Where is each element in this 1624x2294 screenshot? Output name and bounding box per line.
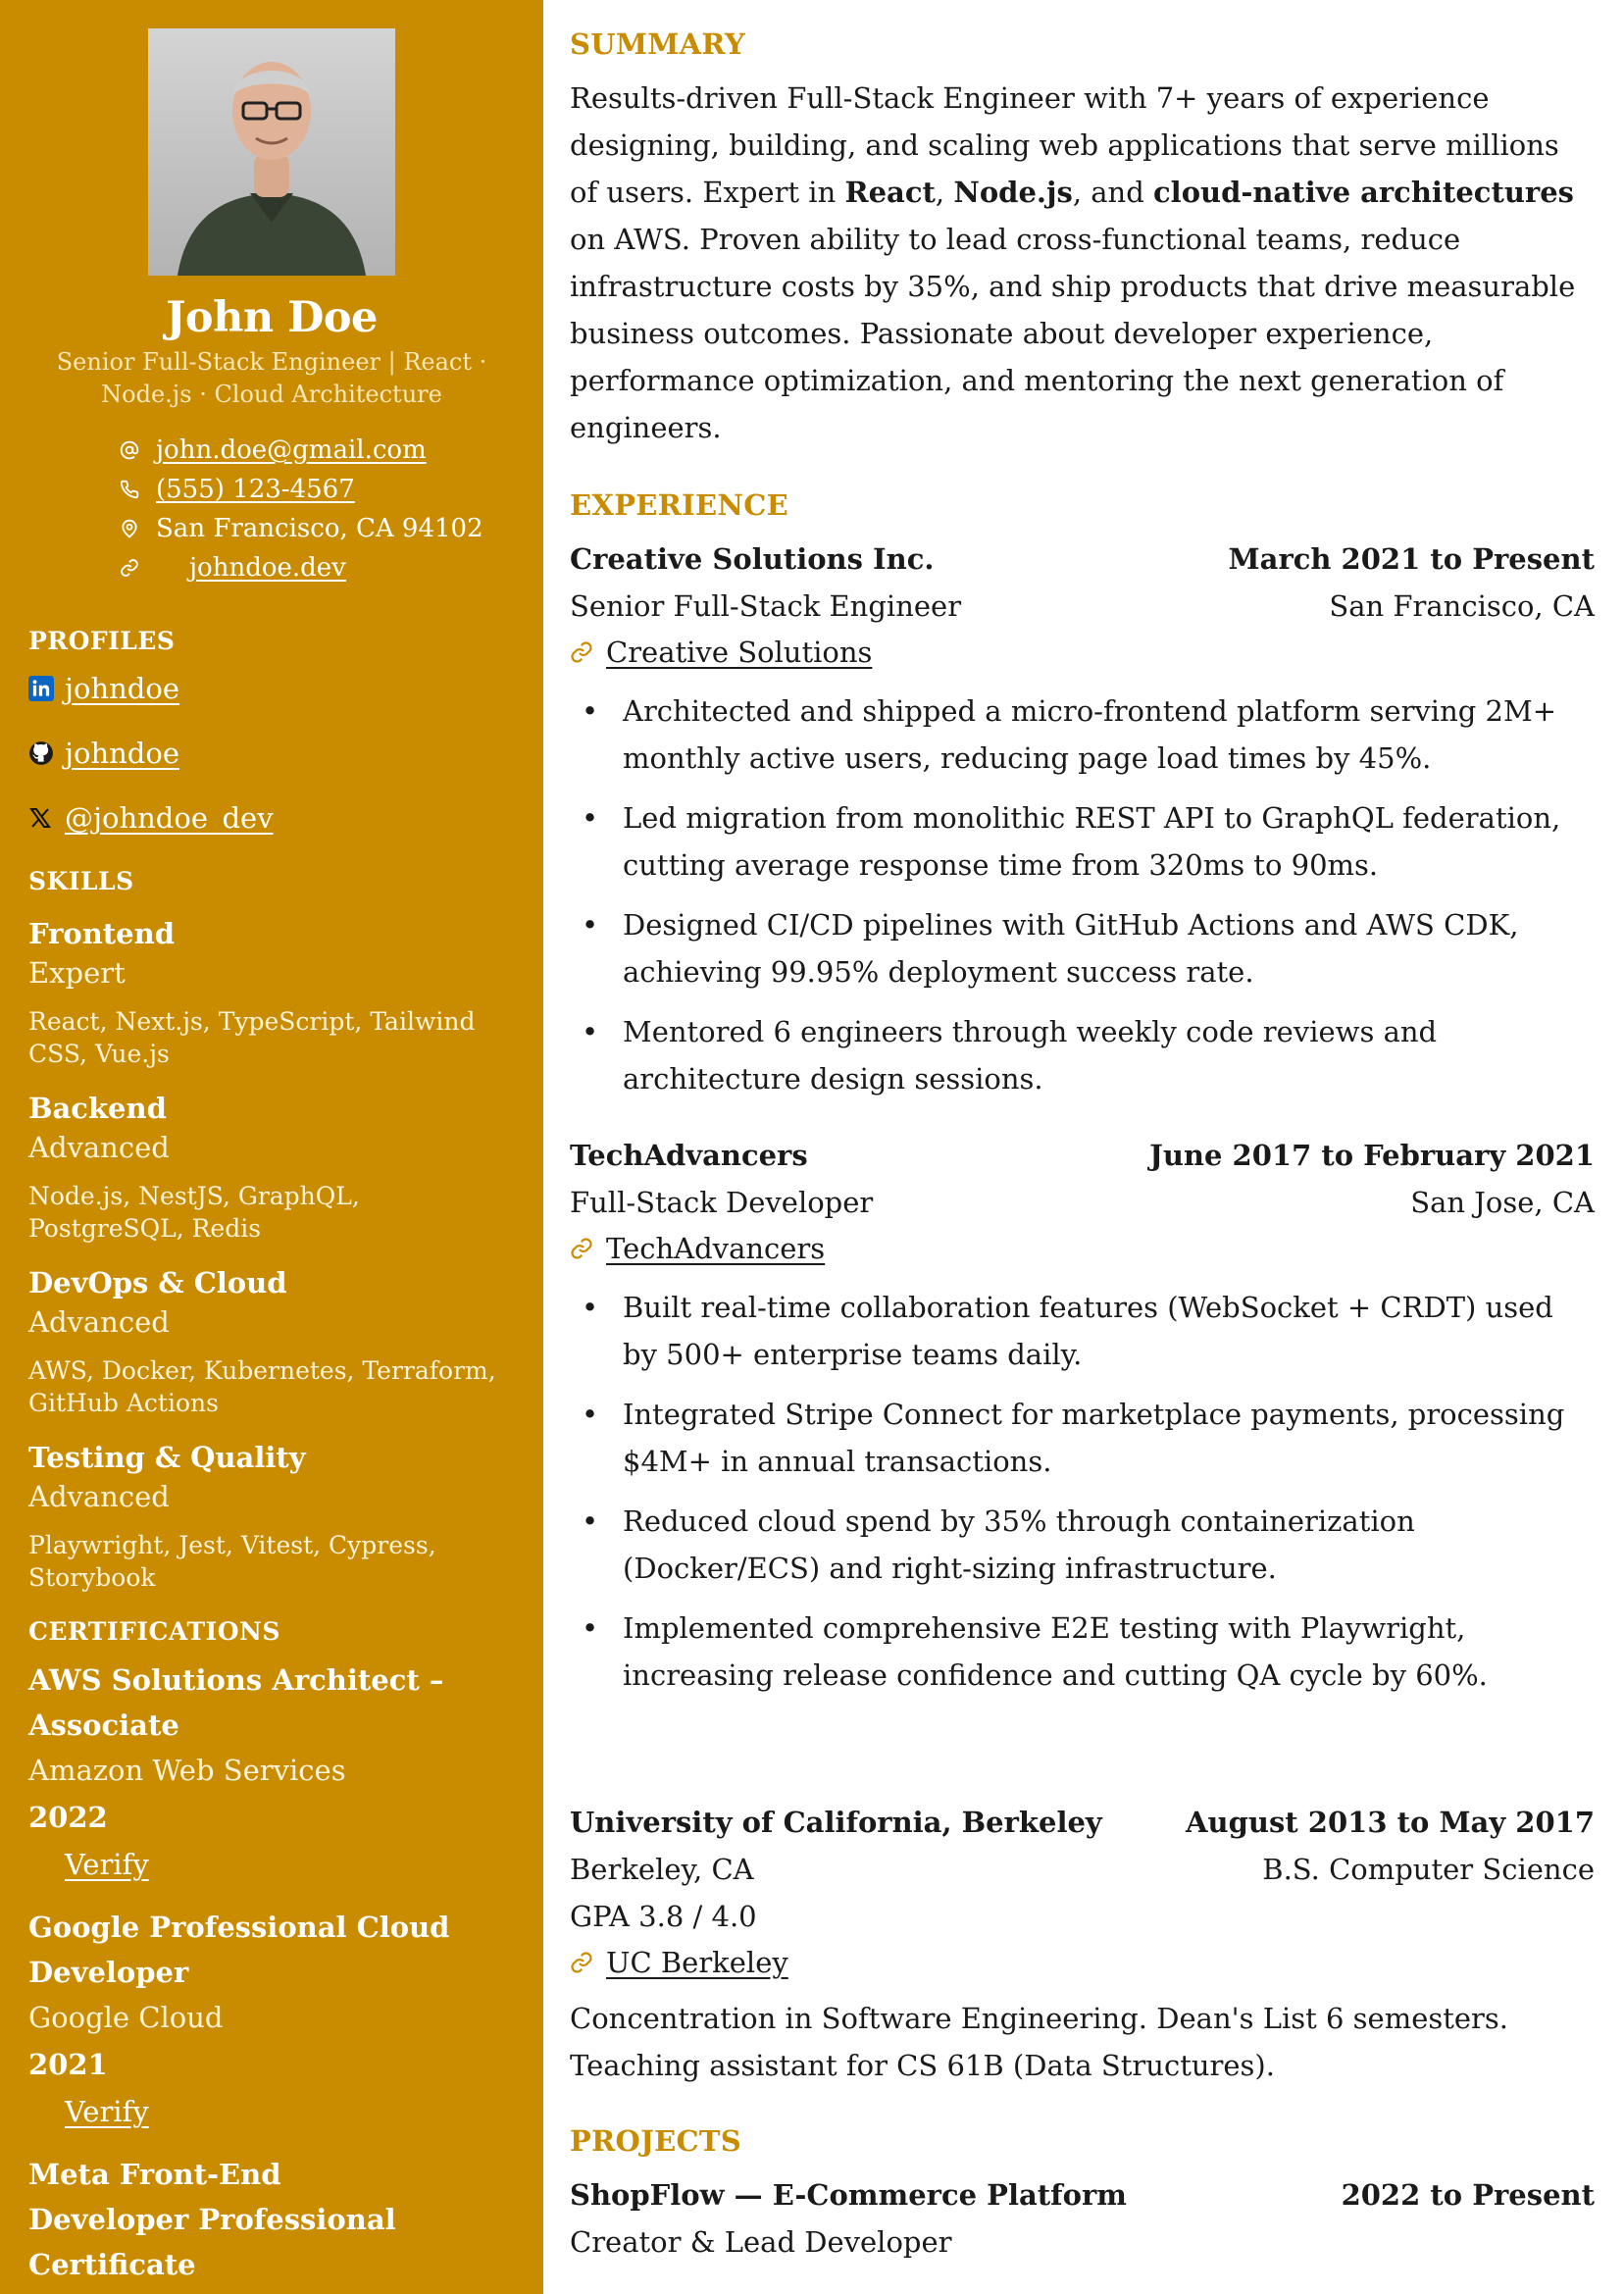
verify-link[interactable]: Verify [65, 1848, 149, 1881]
skill-group [28, 917, 515, 1070]
skill-group [28, 1441, 515, 1594]
company-link[interactable]: Creative Solutions [606, 636, 873, 669]
experience-heading: EXPERIENCE [570, 488, 788, 522]
profile-github [28, 732, 515, 775]
summary-text [570, 75, 1595, 451]
experience-item [570, 1132, 1595, 1699]
education-summary: Concentration in Software Engineering. Dean's List 6 semesters. Teaching assistant for CS 61B (Data Structures). [570, 2002, 1509, 2082]
company-link-row [570, 630, 1595, 675]
project-header [570, 2171, 1595, 2218]
linkedin-username-link[interactable]: johndoe [65, 672, 179, 705]
company-link[interactable]: TechAdvancers [606, 1232, 826, 1265]
main-content [570, 0, 1595, 2266]
gpa: GPA 3.8 / 4.0 [570, 1900, 757, 1933]
skill-name: DevOps & Cloud [28, 1266, 287, 1300]
sidebar [0, 0, 543, 2294]
experience-date: March 2021 to Present [1228, 542, 1595, 576]
experience-highlights [570, 688, 1595, 1102]
list-item: • Implemented comprehensive E2E testing with Playwright, increasing release confidence and cutting QA cycle by 60%. [570, 1605, 1595, 1699]
email-link[interactable]: john.doe@gmail.com [156, 435, 427, 465]
projects-section [570, 2124, 1595, 2266]
list-item: • Led migration from monolithic REST API to GraphQL federation, cutting average response time from 320ms to 90ms. [570, 794, 1595, 889]
github-icon [28, 740, 65, 766]
summary-text-part: , and [1072, 176, 1154, 209]
certification-item [28, 1905, 515, 2134]
position-title: Full-Stack Developer [570, 1186, 874, 1219]
skill-name: Backend [28, 1092, 167, 1125]
project-date: 2022 to Present [1341, 2178, 1595, 2212]
school-link-row [570, 1940, 1595, 1985]
map-pin-icon [120, 519, 156, 538]
profile-photo-illustration [148, 28, 395, 276]
list-item: • Mentored 6 engineers through weekly code reviews and architecture design sessions. [570, 1008, 1595, 1102]
education-gpa-row [570, 1893, 1595, 1940]
summary-section [570, 27, 1595, 451]
contact-location [120, 509, 515, 548]
certification-verify [65, 1842, 515, 1887]
experience-header [570, 535, 1595, 583]
experience-subheader [570, 583, 1595, 630]
company-name: TechAdvancers [570, 1139, 808, 1172]
candidate-name: John Doe [166, 293, 378, 342]
list-item: • Integrated Stripe Connect for marketplace payments, processing $4M+ in annual transactions. [570, 1391, 1595, 1485]
education-date: August 2013 to May 2017 [1186, 1806, 1595, 1839]
summary-bold: React [844, 176, 936, 209]
certification-issuer: Google Cloud [28, 2001, 224, 2034]
experience-highlights [570, 1284, 1595, 1699]
phone-link[interactable]: (555) 123-4567 [156, 475, 355, 504]
certification-year: 2022 [28, 1801, 108, 1834]
company-link-row [570, 1226, 1595, 1271]
certification-verify [65, 2089, 515, 2134]
certification-item [28, 1657, 515, 1887]
company-name: Creative Solutions Inc. [570, 542, 935, 576]
list-item: • Built real-time collaboration features (WebSocket + CRDT) used by 500+ enterprise teams daily. [570, 1284, 1595, 1378]
profile-x [28, 796, 515, 840]
skills-heading: SKILLS [28, 867, 134, 895]
website-link[interactable]: johndoe.dev [189, 553, 346, 583]
contact-phone [120, 470, 515, 509]
experience-item [570, 535, 1595, 1102]
experience-subheader [570, 1179, 1595, 1226]
profile-linkedin [28, 667, 515, 710]
projects-heading: PROJECTS [570, 2124, 741, 2158]
experience-header [570, 1132, 1595, 1179]
contact-email [120, 431, 515, 470]
skill-keywords: Playwright, Jest, Vitest, Cypress, Storybook [28, 1531, 436, 1592]
linkedin-icon [28, 676, 65, 701]
skill-level: Advanced [28, 1480, 170, 1513]
education-header [570, 1799, 1595, 1846]
skill-keywords: Node.js, NestJS, GraphQL, PostgreSQL, Redis [28, 1182, 360, 1243]
list-item: • Designed CI/CD pipelines with GitHub Actions and AWS CDK, achieving 99.95% deployment success rate. [570, 901, 1595, 995]
location-text: San Francisco, CA 94102 [156, 514, 483, 543]
skill-group [28, 1092, 515, 1245]
x-icon [28, 806, 65, 830]
contact-list [120, 431, 515, 587]
github-username-link[interactable]: johndoe [65, 737, 179, 770]
skill-name: Testing & Quality [28, 1441, 306, 1474]
school-name: University of California, Berkeley [570, 1806, 1102, 1839]
link-icon [120, 558, 156, 578]
link-icon [570, 640, 606, 664]
degree: B.S. Computer Science [1262, 1853, 1595, 1886]
link-icon [570, 1951, 606, 1974]
skill-group [28, 1266, 515, 1419]
certification-name: AWS Solutions Architect – Associate [28, 1663, 444, 1742]
experience-section [570, 488, 1595, 1699]
summary-bold: Node.js [953, 176, 1073, 209]
verify-link[interactable]: Verify [65, 2095, 149, 2128]
skill-level: Advanced [28, 1305, 170, 1339]
certification-issuer: Amazon Web Services [28, 1754, 346, 1787]
list-item: • Reduced cloud spend by 35% through containerization (Docker/ECS) and right-sizing infrastructure. [570, 1498, 1595, 1592]
certification-name: Meta Front-End Developer Professional Certificate [28, 2158, 396, 2281]
summary-text-part: , [935, 176, 954, 209]
education-location: Berkeley, CA [570, 1853, 754, 1886]
school-link[interactable]: UC Berkeley [606, 1946, 788, 1979]
at-sign-icon [120, 440, 156, 460]
profiles-heading: PROFILES [28, 627, 176, 655]
x-username-link[interactable]: @johndoe_dev [65, 801, 274, 835]
summary-heading: SUMMARY [570, 27, 745, 61]
experience-date: June 2017 to February 2021 [1149, 1139, 1595, 1172]
certification-item [28, 2152, 515, 2287]
candidate-headline: Senior Full-Stack Engineer | React · Node.js · Cloud Architecture [56, 348, 487, 408]
certification-year: 2021 [28, 2048, 108, 2081]
education-section [570, 1799, 1595, 2089]
experience-location: San Francisco, CA [1329, 589, 1595, 623]
certification-name: Google Professional Cloud Developer [28, 1911, 450, 1989]
position-title: Senior Full-Stack Engineer [570, 589, 962, 623]
project-subheader [570, 2218, 1595, 2266]
project-role: Creator & Lead Developer [570, 2225, 952, 2259]
certifications-heading: CERTIFICATIONS [28, 1617, 280, 1646]
skill-level: Expert [28, 956, 126, 990]
skill-name: Frontend [28, 917, 175, 950]
link-icon [570, 1237, 606, 1260]
experience-location: San Jose, CA [1410, 1186, 1595, 1219]
skill-level: Advanced [28, 1131, 170, 1164]
skill-keywords: AWS, Docker, Kubernetes, Terraform, GitHub Actions [28, 1356, 496, 1417]
phone-icon [120, 480, 156, 499]
skill-keywords: React, Next.js, TypeScript, Tailwind CSS, Vue.js [28, 1007, 476, 1068]
summary-text-part: on AWS. Proven ability to lead cross-functional teams, reduce infrastructure costs by 35%, and ship products that drive measurable business outcomes. Passionate about developer experience, performance optimization, and mentoring the next generation of engineers. [570, 223, 1576, 444]
list-item: • Architected and shipped a micro-frontend platform serving 2M+ monthly active users, reducing page load times by 45%. [570, 688, 1595, 782]
summary-bold: cloud-native architectures [1153, 176, 1574, 209]
education-subheader [570, 1846, 1595, 1893]
project-name: ShopFlow — E-Commerce Platform [570, 2178, 1127, 2212]
contact-website [120, 548, 515, 587]
profile-photo [148, 28, 395, 276]
summary-text-part: Results-driven Full-Stack Engineer with 7+ years of experience designing, building, and scaling web applications that serve millions of users. Expert in [570, 81, 1559, 209]
